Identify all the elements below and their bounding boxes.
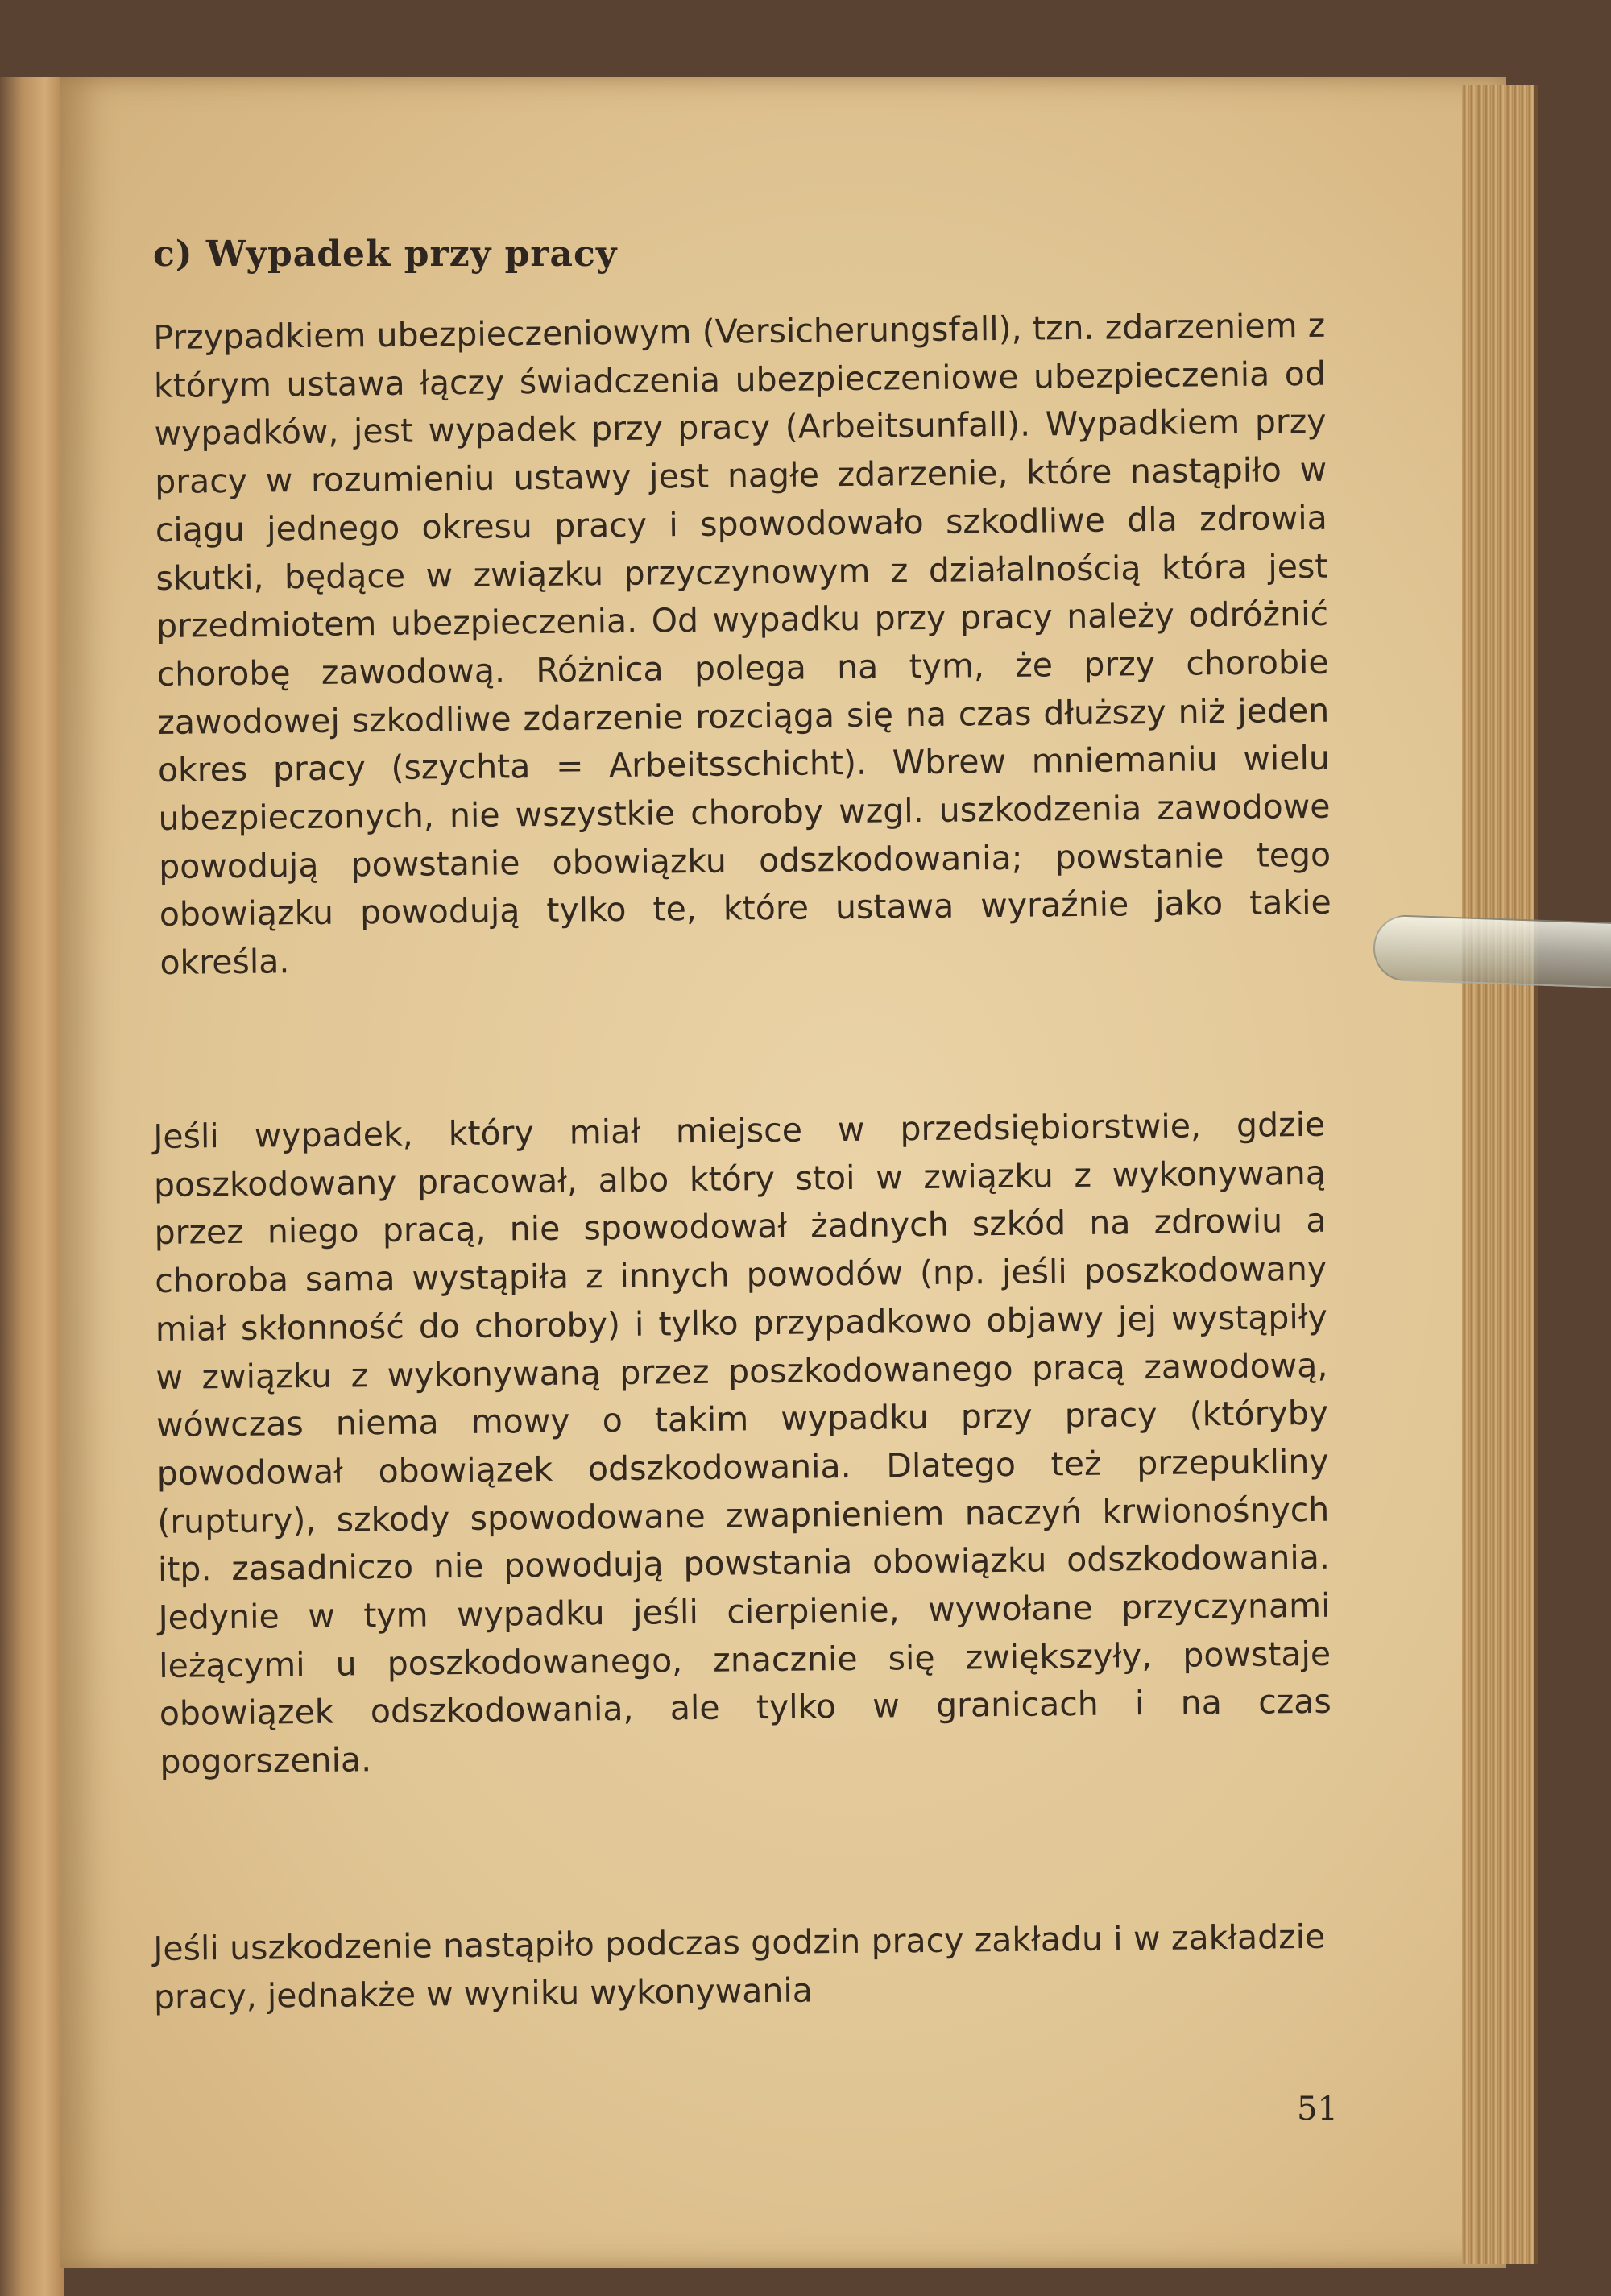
page-number: 51 — [1297, 2091, 1338, 2128]
page-stack-edge — [1462, 85, 1538, 2264]
paragraph-3: Jeśli uszkodzenie nastąpiło podczas godzin pracy zakładu i w zakładzie pracy, jednakże w wyniku wykonywania — [153, 1917, 1326, 2016]
paragraph-1: Przypadkiem ubezpieczeniowym (Versicherungsfall), tzn. zdarzeniem z którym ustawa łączy świadczenia ubezpieczeniowe ubezpieczenia od wypadków, jest wypadek przy pracy (Arbeitsunfall). Wypadkiem przy pracy w rozumieniu ustawy jest nagłe zdarzenie, które nastąpiło w ciągu jednego okresu pracy i spowodowało szkodliwe dla zdrowia skutki, będące w związku przyczynowym z działalnością która jest przedmiotem ubezpieczenia. Od wypadku przy pracy należy odróżnić chorobę zawodową. Różnica polega na tym, że przy chorobie zawodowej szkodliwe zdarzenie rozciąga się na czas dłuższy niż jeden okres pracy (szychta = Arbeitsschicht). Wbrew mniemaniu wielu ubezpieczonych, nie wszystkie choroby wzgl. uszkodzenia zawodowe powodują powstanie obowiązku odszkodowania; powstanie tego obowiązku powodują tylko te, które ustawa wyraźnie jako takie określa. — [153, 305, 1331, 983]
facing-page-edge — [0, 77, 64, 2296]
bookmark-strip — [1373, 914, 1611, 989]
paragraph-2: Jeśli wypadek, który miał miejsce w przedsiębiorstwie, gdzie poszkodowany pracował, albo który stoi w związku z wykonywaną przez niego pracą, nie spowodował żadnych szkód na zdrowiu a choroba sama wystąpiła z innych powodów (np. jeśli poszkodowany miał skłonność do choroby) i tylko przypadkowo objawy jej wystąpiły w związku z wykonywaną przez poszkodowanego pracą zawodową, wówczas niema mowy o takim wypadku przy pracy (któryby powodował obowiązek odszkodowania. Dlatego też przepukliny (ruptury), szkody spowodowane zwapnieniem naczyń krwionośnych itp. zasadniczo nie powodują powstania obowiązku odszkodowania. Jedynie w tym wypadku jeśli cierpienie, wywołane przyczynami leżącymi u poszkodowanego, znacznie się zwiększyły, powstaje obowiązek odszkodowania, ale tylko w granicach i na czas pogorszenia. — [153, 1104, 1331, 1782]
section-heading: c) Wypadek przy pracy — [153, 234, 618, 275]
